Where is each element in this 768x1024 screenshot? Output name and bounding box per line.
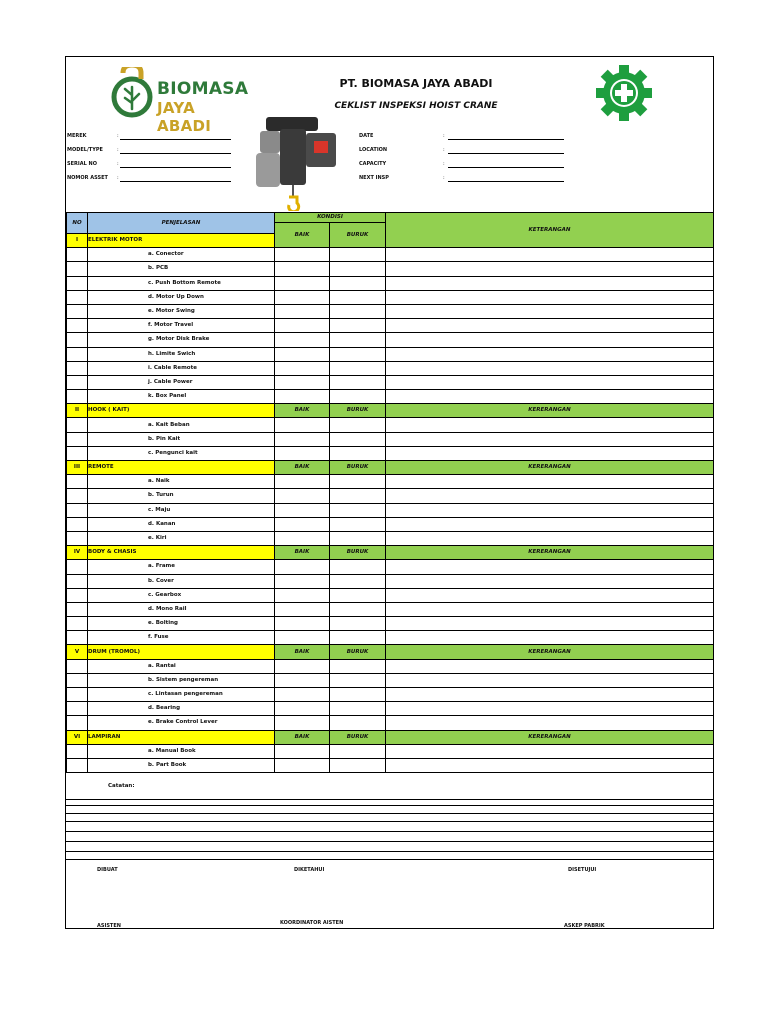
table-row	[67, 560, 714, 574]
check-buruk-cell[interactable]	[330, 503, 386, 517]
row-number-cell	[67, 531, 88, 545]
table-row	[67, 304, 714, 318]
check-baik-cell[interactable]	[275, 446, 330, 460]
section-title: REMOTE	[88, 461, 275, 475]
field-input-model-type[interactable]	[120, 153, 231, 154]
table-row	[67, 347, 714, 361]
row-number-cell	[67, 248, 88, 262]
keterangan-cell[interactable]	[386, 659, 714, 673]
item-label: h. Limite Swich	[88, 347, 275, 361]
check-baik-cell[interactable]	[275, 716, 330, 730]
check-buruk-cell[interactable]	[330, 390, 386, 404]
section-number: II	[67, 404, 88, 418]
field-label-location: LOCATION	[359, 147, 388, 153]
field-input-nomor-asset[interactable]	[120, 181, 231, 182]
item-label: d. Motor Up Down	[88, 290, 275, 304]
check-baik-cell[interactable]	[275, 475, 330, 489]
check-buruk-cell[interactable]	[330, 517, 386, 531]
table-row	[67, 673, 714, 687]
check-buruk-cell[interactable]	[330, 276, 386, 290]
section-title: ELEKTRIK MOTOR	[88, 234, 275, 248]
item-label: e. Bolting	[88, 617, 275, 631]
table-row	[67, 276, 714, 290]
item-label: e. Brake Control Lever	[88, 716, 275, 730]
check-buruk-cell[interactable]	[330, 248, 386, 262]
notes-label: Catatan:	[108, 783, 135, 789]
table-row	[67, 517, 714, 531]
section-number: III	[67, 461, 88, 475]
field-input-capacity[interactable]	[448, 167, 564, 168]
field-label-capacity: CAPACITY	[359, 161, 387, 167]
document-title: CEKLIST INSPEKSI HOIST CRANE	[334, 101, 498, 111]
check-baik-cell[interactable]	[275, 517, 330, 531]
check-baik-cell[interactable]	[275, 304, 330, 318]
sig-askep: ASKEP PABRIK	[564, 923, 605, 929]
safety-gear-cross-icon	[594, 63, 654, 123]
company-name: PT. BIOMASA JAYA ABADI	[339, 77, 493, 90]
item-label: d. Mono Rail	[88, 602, 275, 616]
section-number: I	[67, 234, 88, 248]
section-header-buruk: BURUK	[330, 730, 386, 744]
table-row	[67, 688, 714, 702]
field-label-next-insp: NEXT INSP	[359, 175, 389, 181]
checklist-sheet	[65, 56, 714, 929]
row-number-cell	[67, 290, 88, 304]
check-baik-cell[interactable]	[275, 347, 330, 361]
check-baik-cell[interactable]	[275, 262, 330, 276]
section-row	[67, 645, 714, 659]
table-row	[67, 375, 714, 389]
field-label-date: DATE	[359, 133, 374, 139]
item-label: c. Lintasan pengereman	[88, 688, 275, 702]
row-number-cell	[67, 617, 88, 631]
notes-line[interactable]	[66, 799, 714, 800]
check-baik-cell[interactable]	[275, 758, 330, 772]
keterangan-cell[interactable]	[386, 617, 714, 631]
check-buruk-cell[interactable]	[330, 361, 386, 375]
row-number-cell	[67, 418, 88, 432]
check-buruk-cell[interactable]	[330, 347, 386, 361]
section-row	[67, 461, 714, 475]
check-buruk-cell[interactable]	[330, 262, 386, 276]
item-label: b. Cover	[88, 574, 275, 588]
row-number-cell	[67, 503, 88, 517]
keterangan-cell[interactable]	[386, 262, 714, 276]
section-number: VI	[67, 730, 88, 744]
check-baik-cell[interactable]	[275, 418, 330, 432]
section-header-baik: BAIK	[275, 730, 330, 744]
check-buruk-cell[interactable]	[330, 304, 386, 318]
check-baik-cell[interactable]	[275, 688, 330, 702]
biomasa-logo-icon	[109, 67, 155, 123]
keterangan-cell[interactable]	[386, 304, 714, 318]
keterangan-cell[interactable]	[386, 418, 714, 432]
row-number-cell	[67, 744, 88, 758]
check-buruk-cell[interactable]	[330, 475, 386, 489]
keterangan-cell[interactable]	[386, 248, 714, 262]
check-buruk-cell[interactable]	[330, 319, 386, 333]
check-buruk-cell[interactable]	[330, 659, 386, 673]
section-header-keterangan: KERERANGAN	[386, 546, 714, 560]
sig-koordinator: KOORDINATOR AISTEN	[280, 920, 344, 926]
header-buruk: BURUK	[330, 223, 386, 248]
item-label: b. Turun	[88, 489, 275, 503]
row-number-cell	[67, 432, 88, 446]
keterangan-cell[interactable]	[386, 333, 714, 347]
keterangan-cell[interactable]	[386, 688, 714, 702]
hoist-crane-image	[256, 111, 346, 211]
table-row	[67, 390, 714, 404]
table-row	[67, 290, 714, 304]
item-label: b. Sistem pengereman	[88, 673, 275, 687]
check-baik-cell[interactable]	[275, 702, 330, 716]
row-number-cell	[67, 758, 88, 772]
check-buruk-cell[interactable]	[330, 631, 386, 645]
row-number-cell	[67, 446, 88, 460]
field-label-model-type: MODEL/TYPE	[67, 147, 103, 153]
keterangan-cell[interactable]	[386, 347, 714, 361]
field-input-merek[interactable]	[120, 139, 231, 140]
item-label: d. Bearing	[88, 702, 275, 716]
check-buruk-cell[interactable]	[330, 588, 386, 602]
check-buruk-cell[interactable]	[330, 418, 386, 432]
section-title: DRUM (TROMOL)	[88, 645, 275, 659]
keterangan-cell[interactable]	[386, 574, 714, 588]
keterangan-cell[interactable]	[386, 290, 714, 304]
keterangan-cell[interactable]	[386, 560, 714, 574]
row-number-cell	[67, 688, 88, 702]
section-row	[67, 404, 714, 418]
section-header-keterangan: KERERANGAN	[386, 730, 714, 744]
notes-line[interactable]	[66, 805, 714, 806]
keterangan-cell[interactable]	[386, 631, 714, 645]
table-row	[67, 631, 714, 645]
table-row	[67, 432, 714, 446]
check-baik-cell[interactable]	[275, 631, 330, 645]
field-input-date[interactable]	[448, 139, 564, 140]
item-label: a. Rantai	[88, 659, 275, 673]
check-buruk-cell[interactable]	[330, 432, 386, 446]
item-label: a. Kait Beban	[88, 418, 275, 432]
section-header-buruk: BURUK	[330, 461, 386, 475]
field-label-merek: MEREK	[67, 133, 87, 139]
keterangan-cell[interactable]	[386, 319, 714, 333]
row-number-cell	[67, 276, 88, 290]
field-colon: :	[117, 133, 119, 139]
keterangan-cell[interactable]	[386, 276, 714, 290]
field-input-next-insp[interactable]	[448, 181, 564, 182]
sig-diketahui: DIKETAHUI	[294, 867, 325, 873]
keterangan-cell[interactable]	[386, 602, 714, 616]
table-row	[67, 617, 714, 631]
section-header-buruk: BURUK	[330, 404, 386, 418]
inspection-table	[66, 212, 714, 773]
check-buruk-cell[interactable]	[330, 758, 386, 772]
table-row	[67, 262, 714, 276]
table-row	[67, 702, 714, 716]
field-input-serial-no[interactable]	[120, 167, 231, 168]
field-colon: :	[117, 147, 119, 153]
header-keterangan: KETERANGAN	[386, 213, 714, 248]
table-row	[67, 248, 714, 262]
keterangan-cell[interactable]	[386, 716, 714, 730]
item-label: c. Pengunci kait	[88, 446, 275, 460]
table-header-row	[67, 213, 714, 223]
item-label: j. Cable Power	[88, 375, 275, 389]
check-baik-cell[interactable]	[275, 432, 330, 446]
item-label: e. Kiri	[88, 531, 275, 545]
section-header-baik: BAIK	[275, 645, 330, 659]
field-colon: :	[443, 147, 445, 153]
keterangan-cell[interactable]	[386, 531, 714, 545]
section-number: IV	[67, 546, 88, 560]
row-number-cell	[67, 631, 88, 645]
header-kondisi: KONDISI	[275, 213, 386, 223]
section-header-buruk: BURUK	[330, 546, 386, 560]
check-baik-cell[interactable]	[275, 588, 330, 602]
row-number-cell	[67, 588, 88, 602]
keterangan-cell[interactable]	[386, 489, 714, 503]
table-row	[67, 744, 714, 758]
item-label: c. Push Bottom Remote	[88, 276, 275, 290]
check-baik-cell[interactable]	[275, 673, 330, 687]
check-baik-cell[interactable]	[275, 560, 330, 574]
keterangan-cell[interactable]	[386, 375, 714, 389]
check-buruk-cell[interactable]	[330, 602, 386, 616]
check-buruk-cell[interactable]	[330, 489, 386, 503]
check-baik-cell[interactable]	[275, 290, 330, 304]
row-number-cell	[67, 375, 88, 389]
row-number-cell	[67, 319, 88, 333]
row-number-cell	[67, 574, 88, 588]
row-number-cell	[67, 347, 88, 361]
check-baik-cell[interactable]	[275, 659, 330, 673]
keterangan-cell[interactable]	[386, 361, 714, 375]
row-number-cell	[67, 304, 88, 318]
section-title: LAMPIRAN	[88, 730, 275, 744]
table-row	[67, 489, 714, 503]
keterangan-cell[interactable]	[386, 446, 714, 460]
item-label: c. Maju	[88, 503, 275, 517]
row-number-cell	[67, 262, 88, 276]
row-number-cell	[67, 475, 88, 489]
table-row	[67, 361, 714, 375]
field-colon: :	[443, 175, 445, 181]
check-buruk-cell[interactable]	[330, 574, 386, 588]
notes-line[interactable]	[66, 821, 714, 822]
check-baik-cell[interactable]	[275, 361, 330, 375]
check-baik-cell[interactable]	[275, 602, 330, 616]
check-buruk-cell[interactable]	[330, 673, 386, 687]
field-colon: :	[117, 175, 119, 181]
header-no: NO	[67, 213, 88, 234]
sig-dibuat: DIBUAT	[97, 867, 118, 873]
keterangan-cell[interactable]	[386, 517, 714, 531]
row-number-cell	[67, 659, 88, 673]
sig-disetujui: DISETUJUI	[568, 867, 597, 873]
item-label: a. Naik	[88, 475, 275, 489]
section-header-baik: BAIK	[275, 404, 330, 418]
item-label: i. Cable Remote	[88, 361, 275, 375]
keterangan-cell[interactable]	[386, 702, 714, 716]
table-row	[67, 659, 714, 673]
keterangan-cell[interactable]	[386, 758, 714, 772]
row-number-cell	[67, 602, 88, 616]
notes-line[interactable]	[66, 831, 714, 832]
table-row	[67, 588, 714, 602]
check-buruk-cell[interactable]	[330, 688, 386, 702]
section-title: BODY & CHASIS	[88, 546, 275, 560]
company-logo	[109, 65, 249, 135]
section-number: V	[67, 645, 88, 659]
check-baik-cell[interactable]	[275, 617, 330, 631]
item-label: c. Gearbox	[88, 588, 275, 602]
item-label: f. Fuse	[88, 631, 275, 645]
check-buruk-cell[interactable]	[330, 744, 386, 758]
logo-text-biomasa: BIOMASA	[157, 79, 249, 99]
check-baik-cell[interactable]	[275, 276, 330, 290]
notes-line[interactable]	[66, 813, 714, 814]
check-baik-cell[interactable]	[275, 503, 330, 517]
table-row	[67, 531, 714, 545]
table-row	[67, 574, 714, 588]
section-header-buruk: BURUK	[330, 645, 386, 659]
sig-asisten: ASISTEN	[97, 923, 121, 929]
field-label-nomor-asset: NOMOR ASSET	[67, 175, 108, 181]
table-row	[67, 446, 714, 460]
check-baik-cell[interactable]	[275, 319, 330, 333]
check-baik-cell[interactable]	[275, 375, 330, 389]
section-header-keterangan: KERERANGAN	[386, 645, 714, 659]
field-label-serial-no: SERIAL NO	[67, 161, 97, 167]
keterangan-cell[interactable]	[386, 503, 714, 517]
check-baik-cell[interactable]	[275, 744, 330, 758]
check-buruk-cell[interactable]	[330, 375, 386, 389]
check-buruk-cell[interactable]	[330, 560, 386, 574]
check-baik-cell[interactable]	[275, 531, 330, 545]
row-number-cell	[67, 702, 88, 716]
field-input-location[interactable]	[448, 153, 564, 154]
section-title: HOOK ( KAIT)	[88, 404, 275, 418]
notes-line[interactable]	[66, 851, 714, 852]
notes-line[interactable]	[66, 859, 714, 860]
item-label: k. Box Panel	[88, 390, 275, 404]
header-penjelasan: PENJELASAN	[88, 213, 275, 234]
keterangan-cell[interactable]	[386, 588, 714, 602]
row-number-cell	[67, 361, 88, 375]
row-number-cell	[67, 716, 88, 730]
table-row	[67, 716, 714, 730]
item-label: a. Conector	[88, 248, 275, 262]
table-row	[67, 475, 714, 489]
logo-text-jaya-abadi: JAYA ABADI	[157, 99, 212, 135]
item-label: b. PCB	[88, 262, 275, 276]
keterangan-cell[interactable]	[386, 673, 714, 687]
item-label: f. Motor Travel	[88, 319, 275, 333]
check-buruk-cell[interactable]	[330, 446, 386, 460]
notes-line[interactable]	[66, 841, 714, 842]
field-colon: :	[443, 133, 445, 139]
table-row	[67, 418, 714, 432]
check-buruk-cell[interactable]	[330, 716, 386, 730]
keterangan-cell[interactable]	[386, 744, 714, 758]
field-colon: :	[117, 161, 119, 167]
item-label: b. Pin Kait	[88, 432, 275, 446]
keterangan-cell[interactable]	[386, 432, 714, 446]
item-label: d. Kanan	[88, 517, 275, 531]
field-colon: :	[443, 161, 445, 167]
check-baik-cell[interactable]	[275, 489, 330, 503]
table-row	[67, 319, 714, 333]
section-row	[67, 546, 714, 560]
table-row	[67, 758, 714, 772]
section-header-keterangan: KERERANGAN	[386, 461, 714, 475]
section-header-baik: BAIK	[275, 546, 330, 560]
item-label: a. Frame	[88, 560, 275, 574]
section-header-keterangan: KERERANGAN	[386, 404, 714, 418]
section-header-baik: BAIK	[275, 461, 330, 475]
check-buruk-cell[interactable]	[330, 531, 386, 545]
check-baik-cell[interactable]	[275, 390, 330, 404]
table-row	[67, 503, 714, 517]
row-number-cell	[67, 489, 88, 503]
header-baik: BAIK	[275, 223, 330, 248]
check-buruk-cell[interactable]	[330, 290, 386, 304]
item-label: a. Manual Book	[88, 744, 275, 758]
keterangan-cell[interactable]	[386, 475, 714, 489]
row-number-cell	[67, 560, 88, 574]
row-number-cell	[67, 390, 88, 404]
check-baik-cell[interactable]	[275, 574, 330, 588]
row-number-cell	[67, 517, 88, 531]
item-label: g. Motor Disk Brake	[88, 333, 275, 347]
check-baik-cell[interactable]	[275, 333, 330, 347]
item-label: b. Part Book	[88, 758, 275, 772]
section-row	[67, 730, 714, 744]
row-number-cell	[67, 673, 88, 687]
check-buruk-cell[interactable]	[330, 702, 386, 716]
keterangan-cell[interactable]	[386, 390, 714, 404]
item-label: e. Motor Swing	[88, 304, 275, 318]
check-baik-cell[interactable]	[275, 248, 330, 262]
check-buruk-cell[interactable]	[330, 333, 386, 347]
check-buruk-cell[interactable]	[330, 617, 386, 631]
table-row	[67, 333, 714, 347]
table-row	[67, 602, 714, 616]
row-number-cell	[67, 333, 88, 347]
